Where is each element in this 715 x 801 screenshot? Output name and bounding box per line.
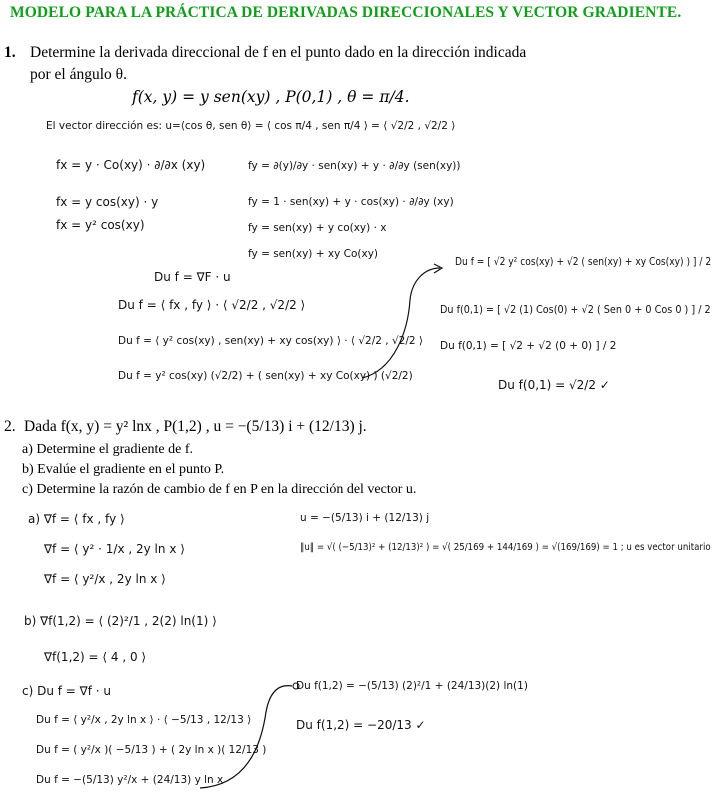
p2-c-duf-expanded: Du f = ( y²/x )( −5/13 ) + ( 2y ln x )( 12/13 ) (36, 744, 267, 756)
p1-duf-definition: Du f = ∇F · u (154, 270, 231, 284)
p2-arrowhead-icon (293, 683, 299, 689)
p1-fx-step-3: fx = y² cos(xy) (56, 218, 145, 232)
problem-1-formula: f(x, y) = y sen(xy) , P(0,1) , θ = π/4. (132, 88, 410, 106)
p1-duf-simplified: Du f = [ √2 y² cos(xy) + √2 ( sen(xy) + xy Cos(xy) ) ] / 2 (455, 256, 712, 268)
p2-c-duf-general: Du f = −(5/13) y²/x + (24/13) y ln x (36, 774, 224, 786)
p1-duf-at-point: Du f(0,1) = [ √2 (1) Cos(0) + √2 ( Sen 0 + 0 Cos 0 ) ] / 2 (440, 304, 711, 316)
problem-2-item-a: a) Determine el gradiente de f. (22, 442, 194, 457)
p2-b-gradient-value: ∇f(1,2) = ⟨ 4 , 0 ⟩ (44, 650, 147, 664)
p1-duf-at-point-2: Du f(0,1) = [ √2 + √2 (0 + 0) ] / 2 (440, 340, 617, 352)
problem-2-item-b: b) Evalúe el gradiente en el punto P. (22, 462, 225, 477)
p1-duf-components: Du f = ⟨ fx , fy ⟩ · ⟨ √2/2 , √2/2 ⟩ (118, 298, 306, 312)
p1-connector-arrow (362, 268, 440, 378)
page-title: MODELO PARA LA PRÁCTICA DE DERIVADAS DIRECCIONALES Y VECTOR GRADIENTE. (10, 4, 682, 21)
p2-a-gradient-result: ∇f = ⟨ y²/x , 2y ln x ⟩ (44, 572, 166, 586)
p1-direction-vector: El vector dirección es: u=⟨cos θ, sen θ⟩ = ⟨ cos π/4 , sen π/4 ⟩ = ⟨ √2/2 , √2/2 ⟩ (46, 120, 456, 132)
p1-duf-substituted: Du f = ⟨ y² cos(xy) , sen(xy) + xy cos(xy) ⟩ · ⟨ √2/2 , √2/2 ⟩ (118, 335, 423, 347)
p1-fx-step-1: fx = y · Co(xy) · ∂/∂x (xy) (56, 158, 206, 172)
p2-u-vector: u = −(5/13) i + (12/13) j (300, 512, 430, 524)
p1-duf-expanded: Du f = y² cos(xy) (√2/2) + ( sen(xy) + xy Co(xy) ) (√2/2) (118, 370, 413, 382)
p2-c-result: Du f(1,2) = −20/13 ✓ (296, 718, 426, 732)
problem-1-text-line-1: Determine la derivada direccional de f en el punto dado en la dirección indicada (30, 44, 527, 61)
problem-2-lead: Dada f(x, y) = y² lnx , P(1,2) , u = −(5/13) i + (12/13) j. (24, 418, 367, 435)
p1-fy-step-2: fy = 1 · sen(xy) + y · cos(xy) · ∂/∂y (xy) (248, 196, 454, 208)
p2-b-gradient-at-point: b) ∇f(1,2) = ⟨ (2)²/1 , 2(2) ln(1) ⟩ (24, 614, 217, 628)
p1-fx-step-2: fx = y cos(xy) · y (56, 195, 159, 209)
p2-a-gradient-def: a) ∇f = ⟨ fx , fy ⟩ (28, 512, 125, 526)
problem-1-number: 1. (4, 44, 16, 61)
p1-fy-step-4: fy = sen(xy) + xy Co(xy) (248, 248, 379, 260)
problem-2-item-c: c) Determine la razón de cambio de f en P en la dirección del vector u. (22, 482, 417, 497)
problem-2-number: 2. (4, 418, 16, 435)
p2-u-norm: ‖u‖ = √( (−5/13)² + (12/13)² ) = √( 25/169 + 144/169 ) = √(169/169) = 1 ; u es vector unitario (300, 542, 711, 553)
p2-c-duf-at-point: Du f(1,2) = −(5/13) (2)²/1 + (24/13)(2) ln(1) (296, 680, 528, 692)
p2-a-gradient-step: ∇f = ⟨ y² · 1/x , 2y ln x ⟩ (44, 542, 185, 556)
p2-c-duf-dot: Du f = ⟨ y²/x , 2y ln x ⟩ · ⟨ −5/13 , 12/13 ⟩ (36, 714, 252, 726)
problem-1-text-line-2: por el ángulo θ. (30, 66, 127, 83)
p1-fy-step-1: fy = ∂(y)/∂y · sen(xy) + y · ∂/∂y (sen(xy)) (248, 160, 461, 172)
p2-c-duf-def: c) Du f = ∇f · u (22, 684, 111, 698)
p1-result: Du f(0,1) = √2/2 ✓ (498, 378, 610, 392)
p2-connector-arrow (200, 686, 292, 788)
p1-fy-step-3: fy = sen(xy) + y co(xy) · x (248, 222, 387, 234)
